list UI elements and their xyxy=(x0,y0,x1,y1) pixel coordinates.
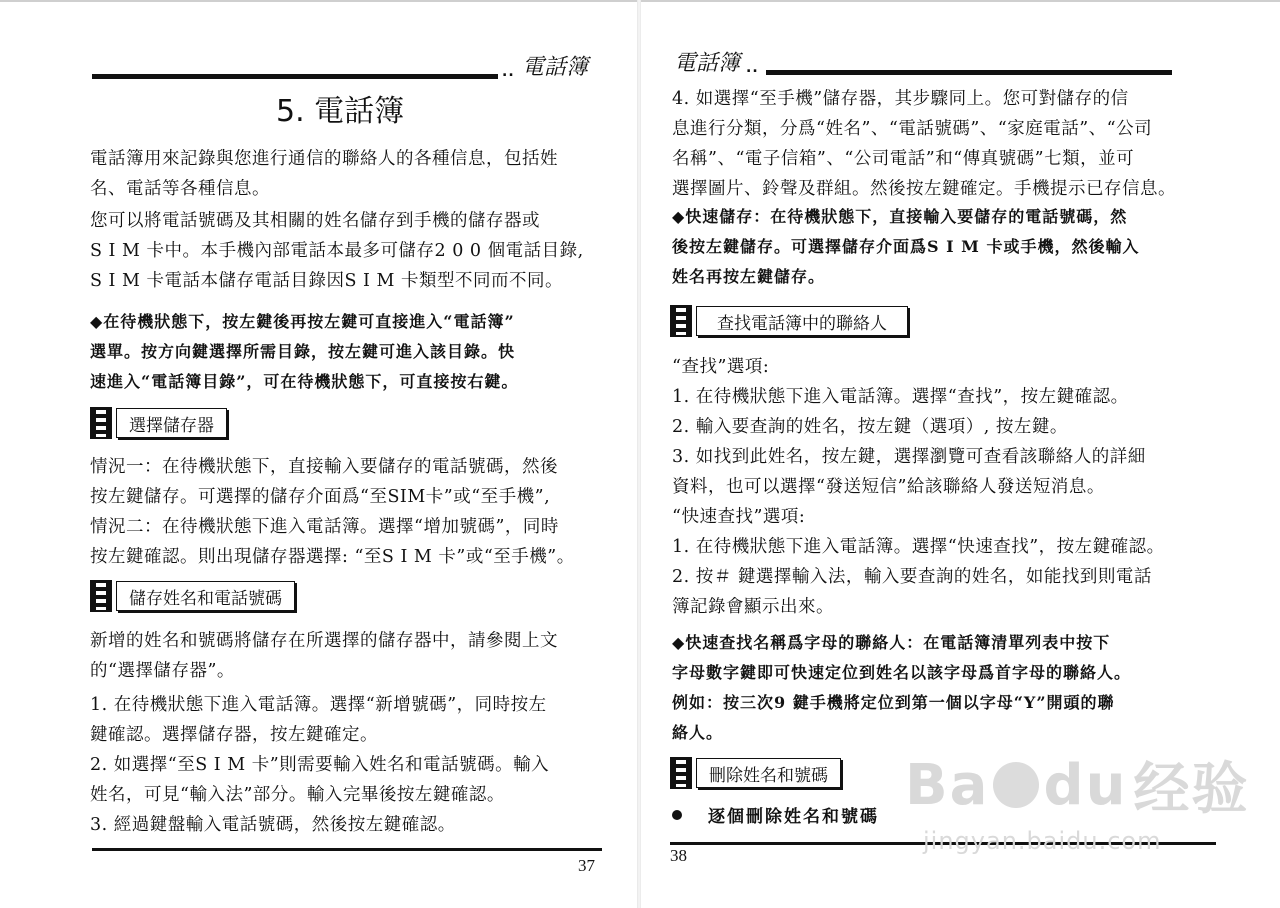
text-line: 4. 如選擇“至手機”儲存器，其步驟同上。您可對儲存的信 xyxy=(672,89,1129,109)
section-heading-storage xyxy=(90,407,227,439)
text-line: 按左鍵確認。則出現儲存器選擇: “至S I M 卡”或“至手機”。 xyxy=(90,547,575,567)
section-label: 儲存姓名和電話號碼 xyxy=(116,581,295,611)
section-label: 選擇儲存器 xyxy=(116,408,227,438)
text-line: S I M 卡中。本手機內部電話本最多可儲存2 0 0 個電話目錄, xyxy=(90,241,584,261)
step-4-paragraph xyxy=(672,84,1232,204)
intro-paragraph-1 xyxy=(90,144,610,204)
section-label: 刪除姓名和號碼 xyxy=(696,758,841,788)
film-strip-icon xyxy=(670,757,692,789)
text-line: 情況一：在待機狀態下，直接輸入要儲存的電話號碼，然後 xyxy=(90,457,558,477)
text-line: ◆在待機狀態下，按左鍵後再按左鍵可直接進入“電話簿” xyxy=(90,312,515,331)
find-instructions xyxy=(672,352,1232,622)
text-line: 後按左鍵儲存。可選擇儲存介面爲S I M 卡或手機，然後輸入 xyxy=(672,237,1140,256)
watermark-url: jingyan.baidu.com xyxy=(923,827,1162,855)
text-line: 2. 輸入要查詢的姓名，按左鍵（選項）, 按左鍵。 xyxy=(672,417,1068,437)
text-line: 例如：按三次9 鍵手機將定位到第一個以字母“Y”開頭的聯 xyxy=(672,693,1115,712)
text-line: 字母數字鍵即可快速定位到姓名以該字母爲首字母的聯絡人。 xyxy=(672,663,1132,682)
section-heading-delete xyxy=(670,757,841,789)
paw-icon xyxy=(993,762,1039,808)
save-steps xyxy=(90,690,620,840)
text-line: 鍵確認。選擇儲存器，按左鍵確定。 xyxy=(90,725,378,745)
text-line: 選單。按方向鍵選擇所需目錄，按左鍵可進入該目錄。快 xyxy=(90,342,516,361)
text-line: 名稱”、“電子信箱”、“公司電話”和“傳真號碼”七類，並可 xyxy=(672,149,1135,169)
header-dots: .. xyxy=(746,60,759,76)
footer-rule xyxy=(92,848,602,851)
section-heading-find xyxy=(670,305,908,337)
text-line: 資料，也可以選擇“發送短信”給該聯絡人發送短消息。 xyxy=(672,477,1105,497)
watermark-text: 经验 xyxy=(1133,757,1250,822)
note-quick-save xyxy=(672,202,1232,292)
chapter-title: 5. 電話簿 xyxy=(276,94,405,129)
text-line: 息進行分類，分爲“姓名”、“電話號碼”、“家庭電話”、“公司 xyxy=(672,119,1153,139)
text-line: 1. 在待機狀態下進入電話簿。選擇“新增號碼”，同時按左 xyxy=(90,695,547,715)
film-strip-icon xyxy=(670,305,692,337)
text-line: 1. 在待機狀態下進入電話簿。選擇“查找”，按左鍵確認。 xyxy=(672,387,1129,407)
page-number: 37 xyxy=(578,856,595,875)
text-line: ◆快速查找名稱爲字母的聯絡人：在電話簿清單列表中按下 xyxy=(672,633,1111,652)
text-line: 絡人。 xyxy=(672,723,724,742)
text-line: 按左鍵儲存。可選擇的儲存介面爲“至SIM卡”或“至手機”, xyxy=(90,487,551,507)
text-line: 2. 按＃ 鍵選擇輸入法，輸入要查詢的姓名，如能找到則電話 xyxy=(672,567,1152,587)
text-line: 新增的姓名和號碼將儲存在所選擇的儲存器中，請參閱上文 xyxy=(90,631,558,651)
text-line: 情況二：在待機狀態下進入電話簿。選擇“增加號碼”，同時 xyxy=(90,517,559,537)
watermark-text: du xyxy=(1043,752,1128,818)
text-line: ◆快速儲存：在待機狀態下，直接輸入要儲存的電話號碼，然 xyxy=(672,207,1128,226)
watermark-text: Ba xyxy=(905,752,990,818)
header-title: 電話簿 xyxy=(522,55,589,80)
text-line: 名、電話等各種信息。 xyxy=(90,179,270,199)
intro-paragraph-2 xyxy=(90,206,620,296)
text-line: S I M 卡電話本儲存電話目錄因S I M 卡類型不同而不同。 xyxy=(90,271,564,291)
text-line: 3. 如找到此姓名，按左鍵，選擇瀏覽可查看該聯絡人的詳細 xyxy=(672,447,1146,467)
baidu-watermark xyxy=(905,745,1249,855)
text-line: 速進入“電話簿目錄”，可在待機狀態下，可直接按右鍵。 xyxy=(90,372,519,391)
section-save-name-text xyxy=(90,626,620,686)
section-heading-save-name xyxy=(90,580,295,612)
text-line: 簿記錄會顯示出來。 xyxy=(672,597,834,617)
note-shortcut xyxy=(90,307,610,397)
bullet-dot-icon xyxy=(672,810,682,820)
text-line: 1. 在待機狀態下進入電話簿。選擇“快速查找”，按左鍵確認。 xyxy=(672,537,1165,557)
section-storage-text xyxy=(90,452,620,572)
text-line: 您可以將電話號碼及其相關的姓名儲存到手機的儲存器或 xyxy=(90,211,540,231)
text-line: “快速查找”選項: xyxy=(672,507,806,527)
header-rule xyxy=(766,70,1172,75)
watermark-logo xyxy=(905,745,1249,825)
header-rule xyxy=(92,74,498,79)
text-line: 的“選擇儲存器”。 xyxy=(90,661,235,681)
text-line: 電話簿用來記錄與您進行通信的聯絡人的各種信息，包括姓 xyxy=(90,149,558,169)
text-line: 3. 經過鍵盤輸入電話號碼，然後按左鍵確認。 xyxy=(90,815,456,835)
film-strip-icon xyxy=(90,407,112,439)
bullet-text: 逐個刪除姓名和號碼 xyxy=(708,807,879,827)
header-dots: .. xyxy=(502,64,515,80)
page-number: 38 xyxy=(670,846,687,865)
text-line: 姓名再按左鍵儲存。 xyxy=(672,267,826,286)
film-strip-icon xyxy=(90,580,112,612)
header-title: 電話簿 xyxy=(674,51,741,76)
text-line: “查找”選項: xyxy=(672,357,770,377)
text-line: 選擇圖片、鈴聲及群組。然後按左鍵確定。手機提示已存信息。 xyxy=(672,179,1176,199)
bullet-item-delete-one xyxy=(672,802,879,827)
note-quick-find xyxy=(672,628,1232,748)
text-line: 2. 如選擇“至S I M 卡”則需要輸入姓名和電話號碼。輸入 xyxy=(90,755,550,775)
text-line: 姓名，可見“輸入法”部分。輸入完畢後按左鍵確認。 xyxy=(90,785,505,805)
section-label: 查找電話簿中的聯絡人 xyxy=(696,306,908,336)
